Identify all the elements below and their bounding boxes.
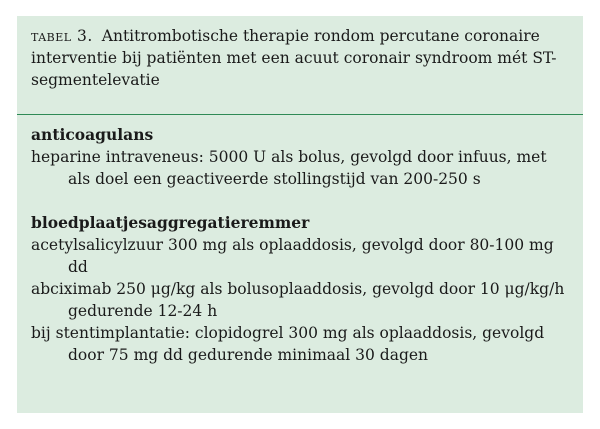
section-title: bloedplaatjesaggregatieremmer (31, 213, 310, 232)
table-body (31, 124, 569, 388)
list-item: abciximab 250 μg/kg als bolusoplaaddosis, gevolgd door 10 μg/kg/h gedurende 12-24 h (31, 280, 565, 320)
list-item: heparine intraveneus: 5000 U als bolus, gevolgd door infuus, met als doel een geactiveerde stollingstijd van 200-250 s (31, 148, 547, 188)
table-caption-text: Antitrombotische therapie rondom percutane coronaire interventie bij patiënten met een acuut coronair syndroom mét ST-segmentelevatie (31, 27, 557, 89)
list-item: bij stentimplantatie: clopidogrel 300 mg als oplaaddosis, gevolgd door 75 mg dd gedurende minimaal 30 dagen (31, 324, 545, 364)
table-box (17, 16, 583, 413)
section-bloedplaatjesaggregatieremmer (31, 212, 569, 366)
table-label: tabel 3. (31, 27, 93, 45)
section-title: anticoagulans (31, 125, 154, 144)
caption-divider (17, 114, 583, 115)
table-caption (17, 16, 583, 102)
section-anticoagulans (31, 124, 569, 190)
list-item: acetylsalicylzuur 300 mg als oplaaddosis, gevolgd door 80-100 mg dd (31, 236, 554, 276)
